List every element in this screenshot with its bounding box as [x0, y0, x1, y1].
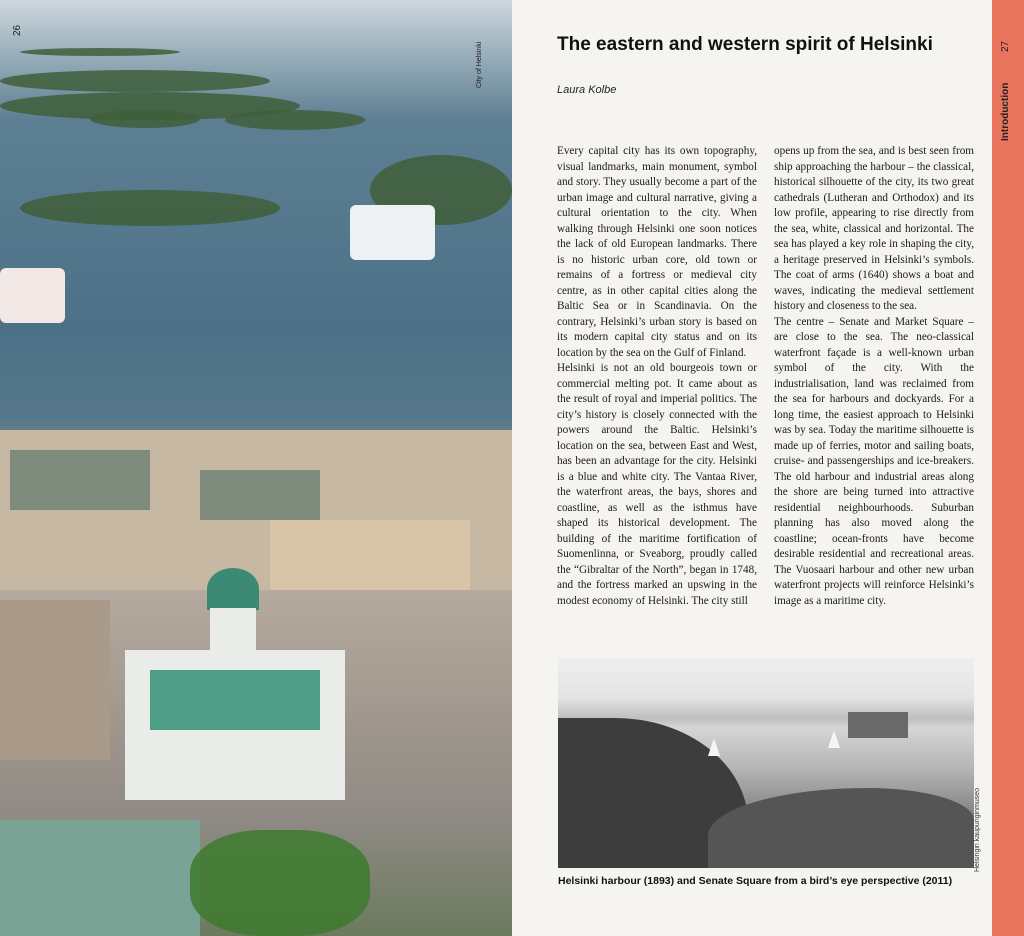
right-page-number: 27 — [1000, 40, 1011, 52]
historic-harbour-photo — [558, 658, 974, 868]
paragraph: The centre – Senate and Market Square – are close to the sea. The neo-classical waterfront façade is a well-known urban symbol of the city. With the industrialisation, land was reclaimed from the sea for harbours and dockyards. For a long time, the easiest approach to Helsinki was by sea. Today the maritime silhouette is made up of ferries, motor and sailing boats, cruise- and passengerships and ice-breakers. The old harbour and industrial areas along the shore are being turned into attractive residential neighbourhoods. Suburban planning has also moved along the coastline; ocean-fronts have become desirable residential and recreational areas. The Vuosaari harbour and other new urban waterfront projects will reinforce Helsinki’s image as a maritime city. — [774, 315, 974, 607]
paragraph: Every capital city has its own topography, visual landmarks, main monument, symbol and story. They usually become a part of the urban image and cultural narrative, giving a cultural orientation to the city. When walking through Helsinki one soon notices the lack of old European landmarks. There is no historic urban core, old town or remains of a fortress or medieval city centre, as in other capital cities along the Baltic Sea or in Scandinavia. On the contrary, Helsinki’s urban story is based on its modern capital city status and on its location by the sea on the Gulf of Finland. — [557, 145, 757, 359]
text-column-1 — [557, 144, 757, 609]
paragraph: opens up from the sea, and is best seen from ship approaching the harbour – the classical, historical silhouette of the city, its two great cathedrals (Lutheran and Orthodox) and its low profile, appearing to rise directly from the sea, white, classical and horizontal. The sea has played a key role in shaping the city, a heritage preserved in Helsinki’s symbols. The coat of arms (1640) shows a boat and waves, indicating the medieval settlement history and closeness to the sea. — [774, 145, 974, 312]
photo-credit: City of Helsinki — [476, 41, 483, 88]
left-page-number: 26 — [12, 24, 23, 36]
section-label: Introduction — [1000, 82, 1011, 141]
text-page — [512, 0, 992, 936]
article-author: Laura Kolbe — [557, 84, 617, 96]
article-title: The eastern and western spirit of Helsinki — [557, 34, 933, 55]
paragraph: Helsinki is not an old bourgeois town or commercial melting pot. It came about as the result of royal and imperial politics. The city’s history is closely connected with the powers around the Baltic. Helsinki’s location on the sea, between East and West, has been an advantage for the city. Helsinki is a blue and white city. The Vantaa River, the waterfront areas, the bays, shores and coastline, as well as the isthmus have shaped its historical development. The building of the maritime fortification of Suomenlinna, or Sveaborg, proudly called the “Gibraltar of the North”, began in 1748, and the fortress marked an upswing in the modest economy of Helsinki. The city still — [557, 362, 757, 607]
figure-credit: Helsingin kaupunginmuseo — [974, 787, 981, 872]
text-column-2 — [774, 144, 974, 609]
figure-caption: Helsinki harbour (1893) and Senate Square from a bird’s eye perspective (2011) — [558, 875, 953, 887]
